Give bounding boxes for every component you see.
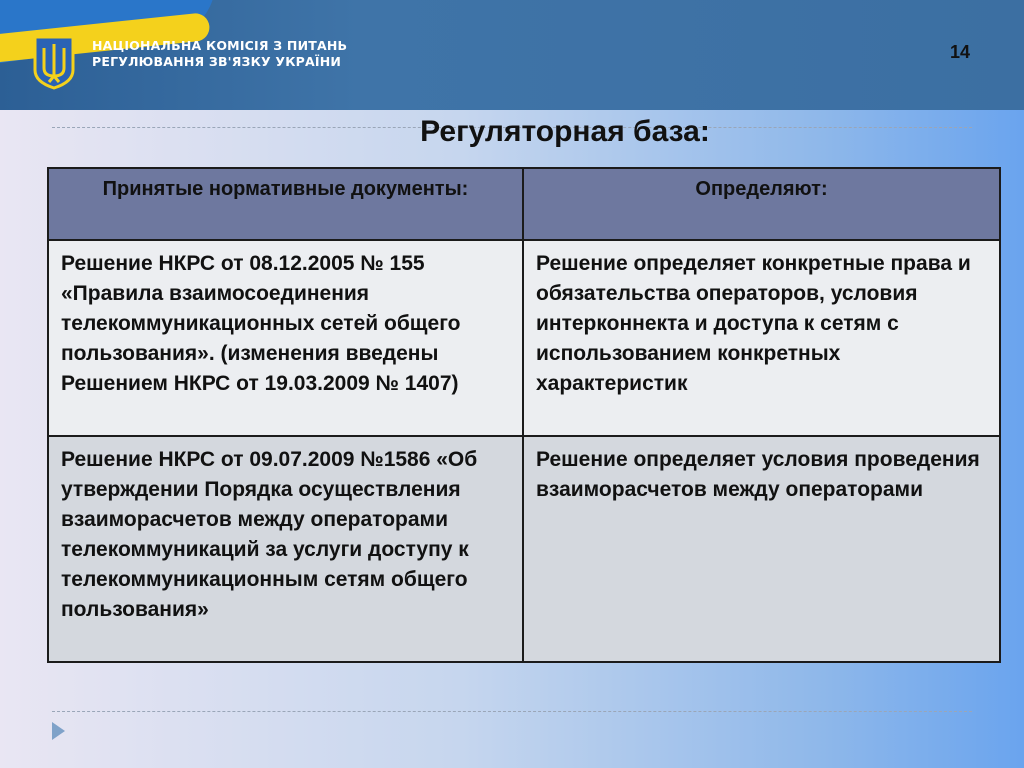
table-cell-document: Решение НКРС от 09.07.2009 №1586 «Об утверждении Порядка осуществления взаиморасчетов между операторами телекоммуникаций за услуги доступу к телекоммуникационным сетям общего пользования» bbox=[48, 436, 523, 662]
table-cell-document: Решение НКРС от 08.12.2005 № 155 «Правила взаимосоединения телекоммуникационных сетей общего пользования». (изменения введены Решением НКРС от 19.03.2009 № 1407) bbox=[48, 240, 523, 436]
play-arrow-icon[interactable] bbox=[52, 722, 65, 740]
table-row bbox=[48, 436, 1000, 662]
column-header-defines: Определяют: bbox=[523, 168, 1000, 240]
table-cell-defines: Решение определяет условия проведения взаиморасчетов между операторами bbox=[523, 436, 1000, 662]
organization-name bbox=[92, 38, 347, 70]
org-name-line-2: РЕГУЛЮВАННЯ ЗВ'ЯЗКУ УКРАЇНИ bbox=[92, 54, 342, 69]
table-cell-defines: Решение определяет конкретные права и обязательства операторов, условия интерконнекта и доступа к сетям с использованием конкретных характеристик bbox=[523, 240, 1000, 436]
table-row bbox=[48, 240, 1000, 436]
table-header-row bbox=[48, 168, 1000, 240]
org-name-line-1: НАЦІОНАЛЬНА КОМІСІЯ З ПИТАНЬ bbox=[92, 38, 348, 53]
header-banner bbox=[0, 0, 1024, 110]
page-title: Регуляторная база: bbox=[420, 115, 710, 148]
divider-bottom bbox=[52, 711, 972, 712]
trident-coat-of-arms-icon bbox=[32, 34, 76, 90]
page-number: 14 bbox=[949, 42, 970, 62]
regulations-table bbox=[47, 167, 1001, 663]
column-header-documents: Принятые нормативные документы: bbox=[48, 168, 523, 240]
